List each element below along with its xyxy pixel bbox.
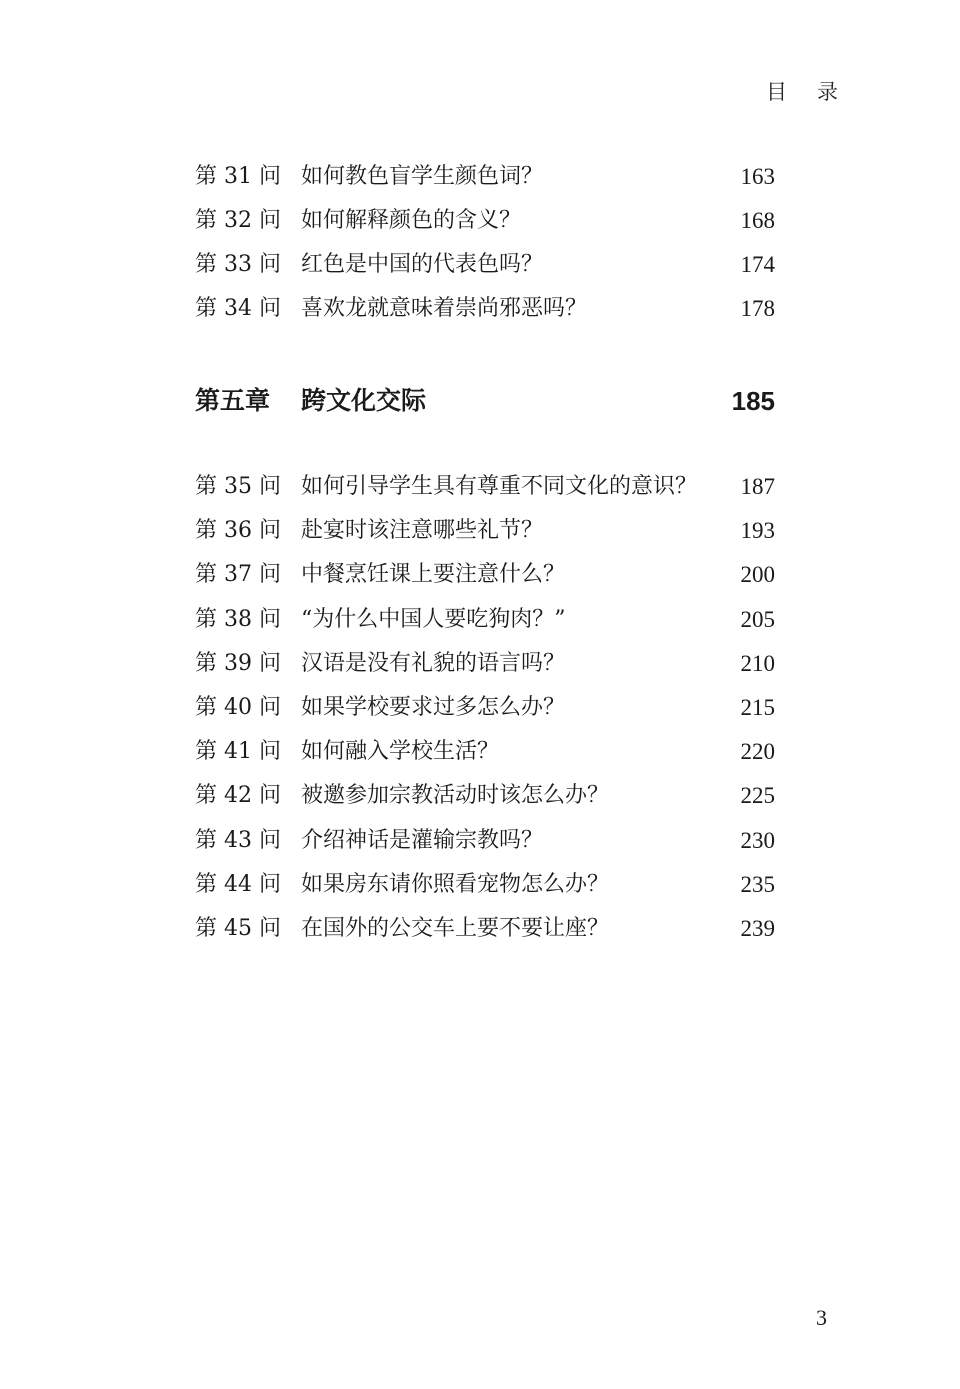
entry-number: 第 32 问 (195, 208, 281, 233)
entry-page: 200 (740, 562, 775, 587)
entry-page: 168 (740, 208, 775, 233)
toc-entry[interactable] (195, 692, 775, 724)
page-number: 3 (816, 1305, 827, 1330)
toc-entry[interactable] (195, 869, 775, 901)
toc-entry[interactable] (195, 249, 775, 281)
entry-page: 235 (740, 872, 775, 897)
entry-page: 163 (740, 164, 775, 189)
entry-number: 第 40 问 (195, 695, 281, 720)
entry-page: 215 (740, 695, 775, 720)
entry-number: 第 39 问 (195, 651, 281, 676)
entry-page: 178 (740, 296, 775, 321)
entry-number: 第 43 问 (195, 828, 281, 853)
entry-page: 174 (740, 252, 775, 277)
entry-title: 如何教色盲学生颜色词？ (301, 164, 544, 189)
entry-page: 220 (740, 739, 775, 764)
entry-title: 如果学校要求过多怎么办？ (301, 695, 566, 720)
entry-number: 第 45 问 (195, 916, 281, 941)
entry-number: 第 37 问 (195, 562, 281, 587)
entry-number: 第 41 问 (195, 739, 281, 764)
entry-number: 第 44 问 (195, 872, 281, 897)
entry-number: 第 42 问 (195, 783, 281, 808)
entry-title: 喜欢龙就意味着崇尚邪恶吗？ (301, 296, 588, 321)
entry-number: 第 35 问 (195, 474, 281, 499)
entry-title: 被邀参加宗教活动时该怎么办？ (301, 783, 610, 808)
entry-title: 如何融入学校生活？ (301, 739, 500, 764)
entry-title: 如何引导学生具有尊重不同文化的意识？ (301, 474, 698, 499)
toc-entry[interactable] (195, 205, 775, 237)
entry-page: 193 (740, 518, 775, 543)
entry-title: 介绍神话是灌输宗教吗？ (301, 828, 544, 853)
entry-title: “为什么中国人要吃狗肉？” (301, 607, 566, 632)
entry-number: 第 36 问 (195, 518, 281, 543)
toc-entry[interactable] (195, 559, 775, 591)
toc-entry[interactable] (195, 825, 775, 857)
entry-number: 第 31 问 (195, 164, 281, 189)
toc-entry[interactable] (195, 161, 775, 193)
entry-page: 205 (740, 607, 775, 632)
entry-title: 赴宴时该注意哪些礼节？ (301, 518, 544, 543)
toc-entry[interactable] (195, 648, 775, 680)
entry-number: 第 34 问 (195, 296, 281, 321)
chapter-page: 185 (731, 386, 775, 416)
entry-page: 239 (740, 916, 775, 941)
entry-page: 225 (740, 783, 775, 808)
entry-title: 如果房东请你照看宠物怎么办？ (301, 872, 610, 897)
toc-entry[interactable] (195, 471, 775, 503)
toc-entry[interactable] (195, 604, 775, 636)
entry-page: 210 (740, 651, 775, 676)
toc-entry[interactable] (195, 913, 775, 945)
entry-title: 在国外的公交车上要不要让座？ (301, 916, 610, 941)
chapter-title: 跨文化交际 (301, 386, 427, 415)
entry-title: 汉语是没有礼貌的语言吗？ (301, 651, 566, 676)
toc-entry[interactable] (195, 293, 775, 325)
toc-entry[interactable] (195, 515, 775, 547)
chapter-number: 第五章 (195, 386, 271, 415)
chapter-heading[interactable] (195, 381, 775, 421)
entry-page: 230 (740, 828, 775, 853)
running-head: 目录 (766, 80, 868, 104)
toc-entry[interactable] (195, 780, 775, 812)
entry-number: 第 33 问 (195, 252, 281, 277)
entry-title: 红色是中国的代表色吗？ (301, 252, 544, 277)
toc-entry[interactable] (195, 736, 775, 768)
entry-page: 187 (740, 474, 775, 499)
entry-title: 如何解释颜色的含义？ (301, 208, 522, 233)
entry-number: 第 38 问 (195, 607, 281, 632)
entry-title: 中餐烹饪课上要注意什么？ (301, 562, 566, 587)
